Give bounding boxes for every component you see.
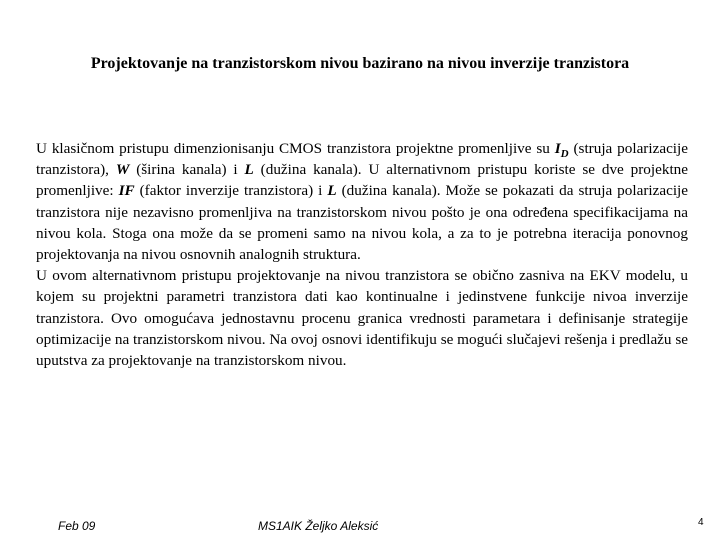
slide-body — [36, 138, 688, 371]
paragraph-1-text-2: (struja polarizacije tranzistora), — [36, 140, 688, 179]
symbol-if: IF — [118, 182, 135, 200]
paragraph-1-text-5: (faktor inverzije tranzistora) i — [134, 182, 328, 200]
paragraph-1-text-1: U klasičnom pristupu dimenzionisanju CMOS tranzistora projektne promenljive su — [36, 140, 555, 157]
paragraph-1-text-6: (dužina kanala). Može se pokazati da struja polarizacije tranzistora nije nezavisno promenljiva na tranzistorskom nivou pošto je ona određena specifikacijama na nivou kola. Stoga ona može da se promeni samo na nivou kola, a za to je potrebna iteracija ponovnog projektovanja na nivou osnovnih analognih struktura. — [36, 182, 688, 264]
symbol-l: L — [244, 161, 254, 179]
symbol-id: $I_D$ — [554, 140, 569, 161]
symbol-w: W — [115, 161, 130, 179]
paragraph-2: U ovom alternativnom pristupu projektovanje na nivou tranzistora se obično zasniva na EKV modelu, u kojem su projektni parametri tranzistora dati kao kontinualne i jedinstvene funkcije nivoa inverzije tranzistora. Ovo omogućava jednostavnu procenu granica vrednosti parametara i definisanje strategije optimizacije na tranzistorskom nivou. Na ovoj osnovi identifikuju se mogući slučajevi rešenja i predlažu se uputstva za projektovanje na tranzistorskom nivou. — [36, 267, 688, 370]
slide-title: Projektovanje na tranzistorskom nivou bazirano na nivou inverzije tranzistora — [90, 55, 630, 72]
paragraph-1 — [36, 138, 688, 265]
footer-date: Feb 09 — [58, 519, 96, 533]
symbol-l-2: L — [327, 182, 337, 200]
symbol-id-subscript: D — [560, 148, 569, 161]
paragraph-1-text-4: (dužina kanala). U alternativnom pristupu koriste se dve projektne promenljive: — [36, 161, 689, 200]
footer-author: MS1AIK Željko Aleksić — [258, 519, 379, 533]
page-number: 4 — [698, 517, 704, 528]
paragraph-1-text-3: (širina kanala) i — [129, 161, 245, 179]
